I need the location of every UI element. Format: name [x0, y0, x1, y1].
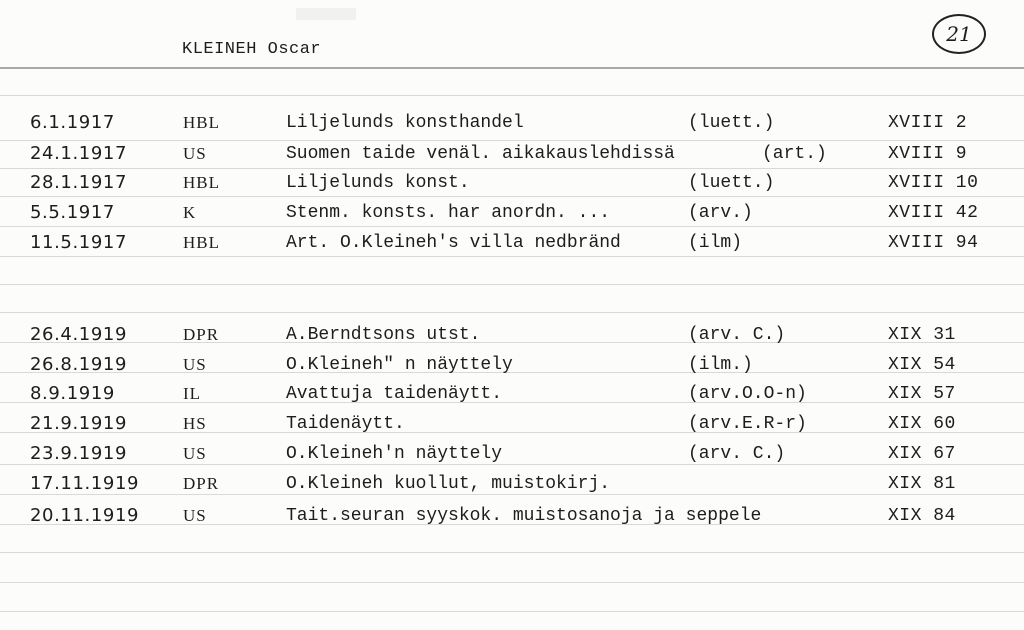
list-item [0, 352, 1024, 378]
entry-date: 11.5.1917 [30, 232, 128, 253]
list-item [0, 503, 1024, 529]
entry-source: HBL [183, 233, 220, 252]
entry-reference: XVIII 94 [888, 233, 979, 253]
entry-date: 26.4.1919 [30, 324, 128, 345]
entry-source: HBL [183, 113, 220, 132]
entry-date: 21.9.1919 [30, 413, 128, 434]
entry-reference: XVIII 2 [888, 113, 968, 133]
list-item [0, 110, 1024, 136]
entry-title: Suomen taide venäl. aikakauslehdissä [286, 144, 675, 164]
entry-title: Art. O.Kleineh's villa nedbränd [286, 233, 621, 253]
entry-title: Taidenäytt. [286, 414, 405, 434]
entry-title: Liljelunds konsthandel [286, 113, 524, 133]
entry-type: (art.) [762, 144, 827, 164]
entry-type: (ilm) [688, 233, 743, 253]
entry-reference: XIX 67 [888, 444, 956, 464]
list-item [0, 441, 1024, 467]
list-item [0, 411, 1024, 437]
entry-date: 26.8.1919 [30, 354, 128, 375]
entry-date: 17.11.1919 [30, 473, 140, 494]
entry-source: DPR [183, 325, 220, 344]
entry-title: Avattuja taidenäytt. [286, 384, 503, 404]
ruled-line [0, 168, 1024, 169]
list-item [0, 381, 1024, 407]
entry-reference: XIX 84 [888, 506, 956, 526]
card-number-circle [932, 14, 986, 54]
entry-source: US [183, 355, 207, 374]
entry-title: Liljelunds konst. [286, 173, 470, 193]
entry-title: A.Berndtsons utst. [286, 325, 481, 345]
ruled-line [0, 582, 1024, 583]
list-item [0, 170, 1024, 196]
entry-source: HS [183, 414, 207, 433]
entry-reference: XIX 57 [888, 384, 956, 404]
entry-source: HBL [183, 173, 220, 192]
list-item [0, 322, 1024, 348]
entry-type: (arv. C.) [688, 325, 786, 345]
entry-title: Tait.seuran syyskok. muistosanoja ja seppele [286, 506, 762, 526]
entry-type: (arv.) [688, 203, 753, 223]
entry-reference: XIX 31 [888, 325, 956, 345]
ruled-line [0, 256, 1024, 257]
entry-date: 8.9.1919 [30, 383, 115, 404]
entry-date: 24.1.1917 [30, 143, 128, 164]
entry-date: 28.1.1917 [30, 172, 128, 193]
ruled-line [0, 196, 1024, 197]
entry-source: US [183, 144, 207, 163]
entry-date: 6.1.1917 [30, 112, 115, 133]
ruled-line [0, 611, 1024, 612]
entry-reference: XVIII 42 [888, 203, 979, 223]
ruled-line [0, 95, 1024, 96]
entry-source: US [183, 444, 207, 463]
entry-type: (luett.) [688, 173, 775, 193]
stamp-smudge [296, 8, 356, 20]
entry-type: (ilm.) [688, 355, 753, 375]
entry-date: 20.11.1919 [30, 505, 140, 526]
ruled-line [0, 552, 1024, 553]
card-number: 21 [946, 22, 972, 46]
entry-title: Stenm. konsts. har anordn. ... [286, 203, 611, 223]
entry-title: O.Kleineh'n näyttely [286, 444, 503, 464]
entry-reference: XIX 81 [888, 474, 956, 494]
list-item [0, 471, 1024, 497]
entry-type: (luett.) [688, 113, 775, 133]
ruled-line [0, 312, 1024, 313]
entry-reference: XVIII 10 [888, 173, 979, 193]
header-rule [0, 67, 1024, 69]
entry-reference: XIX 60 [888, 414, 956, 434]
ruled-line [0, 284, 1024, 285]
entry-type: (arv. C.) [688, 444, 786, 464]
entry-type: (arv.E.R-r) [688, 414, 807, 434]
list-item [0, 141, 1024, 167]
entry-source: US [183, 506, 207, 525]
entry-type: (arv.O.O-n) [688, 384, 807, 404]
entry-title: O.Kleineh kuollut, muistokirj. [286, 474, 611, 494]
entry-reference: XIX 54 [888, 355, 956, 375]
list-item [0, 200, 1024, 226]
entry-title: O.Kleineh" n näyttely [286, 355, 513, 375]
entry-source: IL [183, 384, 202, 403]
card-heading-name: KLEINEH Oscar [182, 40, 322, 59]
list-item [0, 230, 1024, 256]
entry-date: 23.9.1919 [30, 443, 128, 464]
entry-source: DPR [183, 474, 220, 493]
entry-source: K [183, 203, 197, 222]
ruled-line [0, 226, 1024, 227]
entry-reference: XVIII 9 [888, 144, 968, 164]
entry-date: 5.5.1917 [30, 202, 115, 223]
